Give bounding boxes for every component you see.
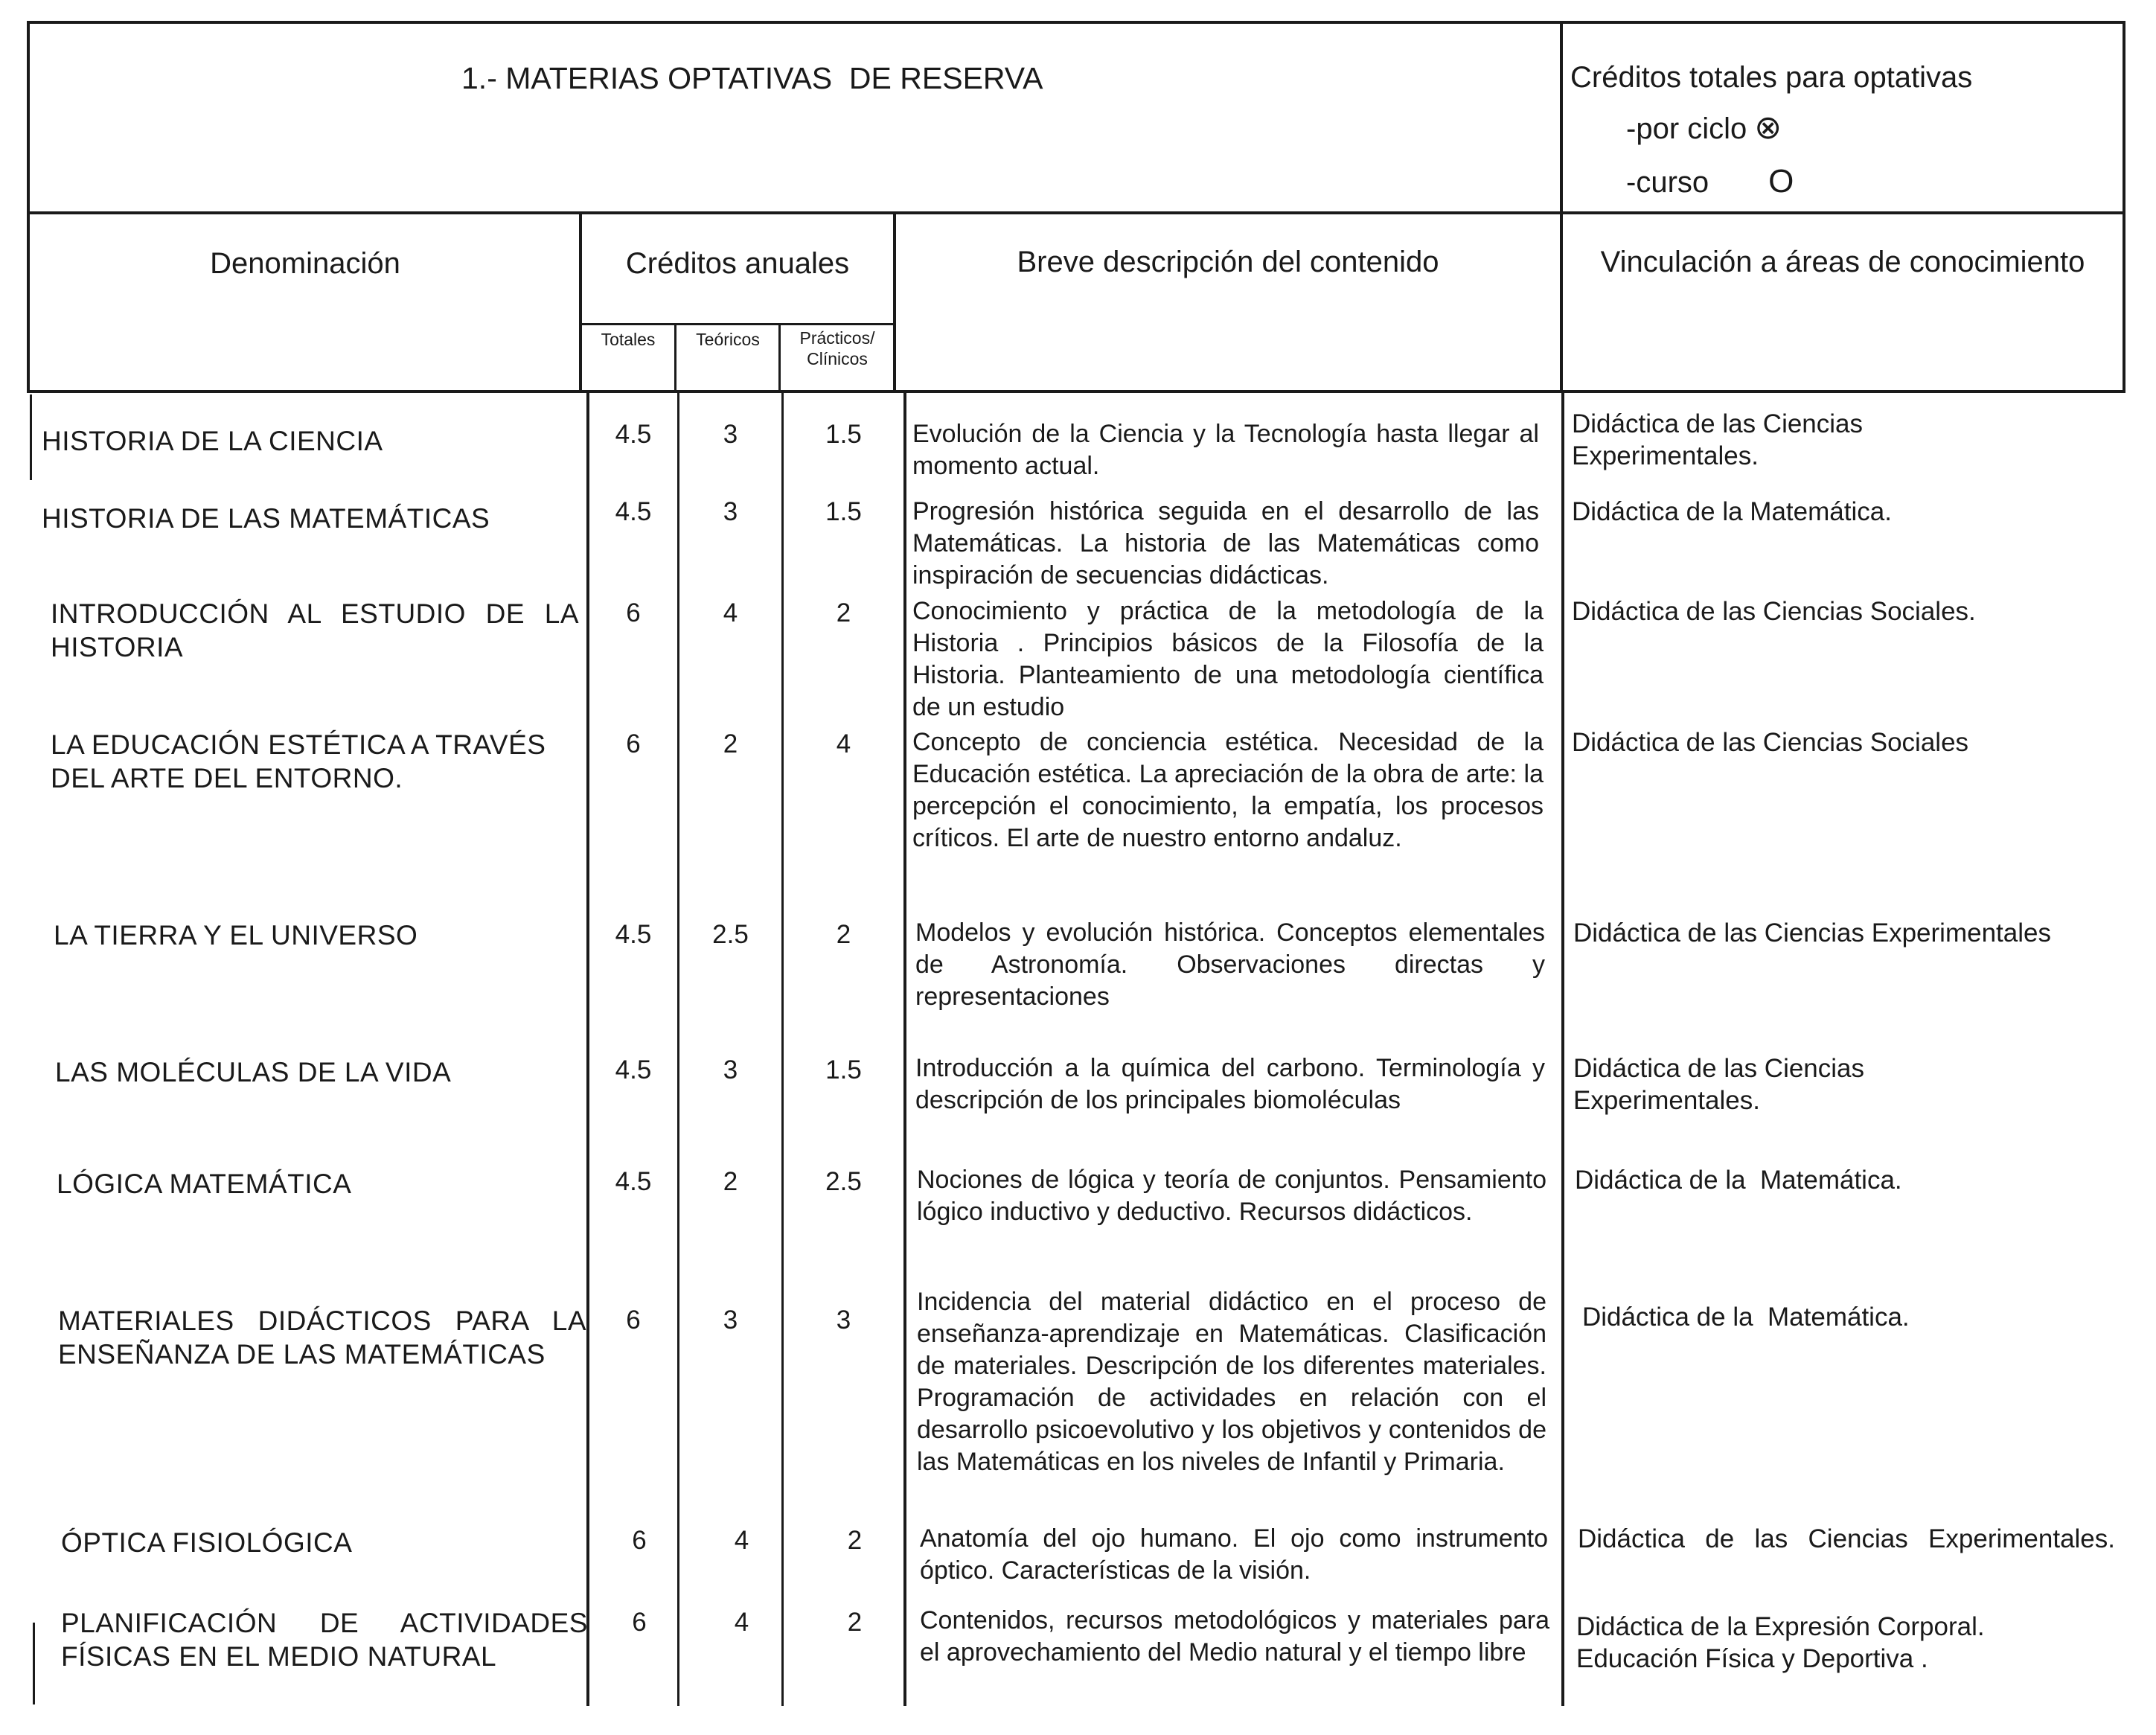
circle-icon: O	[1768, 163, 1794, 199]
row-totales: 4.5	[615, 1055, 652, 1084]
row-area: Didáctica de las Ciencias Sociales	[1572, 728, 1969, 757]
row-practicos: 3	[836, 1306, 851, 1335]
row-teoricos: 2	[723, 729, 738, 758]
curso-line	[1626, 164, 1794, 200]
row-practicos: 1.5	[825, 420, 862, 449]
row-totales: 6	[632, 1608, 647, 1637]
por-ciclo-label: -por ciclo	[1626, 112, 1747, 145]
credits-subheader-divider	[579, 323, 895, 325]
row-name: INTRODUCCIÓN AL ESTUDIO DE LA HISTORIA	[51, 598, 579, 662]
body-col-totales-left	[586, 393, 589, 1706]
col-header-teoricos: Teóricos	[696, 330, 760, 349]
row-totales: 6	[632, 1526, 647, 1555]
row-practicos: 2.5	[825, 1167, 862, 1196]
row-teoricos: 3	[723, 497, 738, 526]
col-header-totales: Totales	[601, 330, 656, 349]
row-teoricos: 3	[723, 1306, 738, 1335]
row-description: Anatomía del ojo humano. El ojo como instrumento óptico. Características de la visión.	[920, 1524, 1548, 1585]
row-totales: 6	[626, 1306, 641, 1335]
body-col-desc-left	[903, 393, 906, 1706]
row-name: LAS MOLÉCULAS DE LA VIDA	[55, 1057, 452, 1087]
row-description: Conocimiento y práctica de la metodología de la Historia . Principios básicos de la Filosofía de la Historia. Planteamiento de una metodología científica de un estudio	[912, 597, 1544, 721]
row-name: ÓPTICA FISIOLÓGICA	[61, 1527, 353, 1558]
table-border-top	[27, 21, 2125, 24]
row-totales: 4.5	[615, 420, 652, 449]
table-border-right	[2123, 21, 2125, 393]
row-name: HISTORIA DE LA CIENCIA	[42, 426, 383, 456]
row-practicos: 2	[847, 1526, 863, 1555]
col-header-descripcion: Breve descripción del contenido	[1017, 246, 1439, 278]
row-area: Didáctica de la Matemática.	[1575, 1166, 1902, 1195]
row-description: Modelos y evolución histórica. Conceptos elementales de Astronomía. Observaciones directas y representaciones	[915, 918, 1545, 1011]
row-totales: 4.5	[615, 1167, 652, 1196]
row-area: Didáctica de las Ciencias Experimentales.	[1578, 1524, 2115, 1553]
row-description: Concepto de conciencia estética. Necesidad de la Educación estética. La apreciación de la obra de arte: la percepción el conocimiento, la empatía, los procesos críticos. El arte de nuestro entorno andaluz.	[912, 728, 1544, 852]
body-col-teoricos-left	[677, 393, 679, 1706]
row-name: LA TIERRA Y EL UNIVERSO	[54, 920, 418, 950]
credits-group-left	[579, 211, 582, 393]
row-area: Didáctica de las Ciencias Sociales.	[1572, 597, 1976, 626]
row-teoricos: 3	[723, 420, 738, 449]
table-title: 1.- MATERIAS OPTATIVAS DE RESERVA	[461, 61, 1043, 95]
body-col-left-border	[30, 394, 32, 480]
row-teoricos: 2.5	[712, 920, 749, 949]
body-col-practicos-left	[781, 393, 784, 1706]
row-practicos: 1.5	[825, 1055, 862, 1084]
row-description: Nociones de lógica y teoría de conjuntos. Pensamiento lógico inductivo y deductivo. Recursos didácticos.	[917, 1166, 1546, 1226]
row-name: LÓGICA MATEMÁTICA	[57, 1169, 352, 1199]
row-teoricos: 4	[734, 1526, 749, 1555]
circle-cross-icon: ⊗	[1754, 109, 1782, 146]
col-header-creditos: Créditos anuales	[625, 247, 850, 280]
row-description: Contenidos, recursos metodológicos y materiales para el aprovechamiento del Medio natural y el tiempo libre	[920, 1606, 1549, 1667]
row-teoricos: 3	[723, 1055, 738, 1084]
row-name: HISTORIA DE LAS MATEMÁTICAS	[42, 503, 490, 534]
row-area: Didáctica de la Matemática.	[1582, 1303, 1910, 1332]
row-practicos: 2	[836, 920, 851, 949]
col-header-denominacion: Denominación	[210, 247, 400, 280]
row-area: Didáctica de las Ciencias Experimentales.	[1573, 1054, 1865, 1115]
body-col-area-left	[1561, 393, 1564, 1706]
row-totales: 4.5	[615, 920, 652, 949]
row-area: Didáctica de las Ciencias Experimentales	[1573, 918, 2051, 948]
row-name: LA EDUCACIÓN ESTÉTICA A TRAVÉS DEL ARTE DEL ENTORNO.	[51, 729, 546, 793]
row-totales: 6	[626, 598, 641, 627]
col-header-practicos: Prácticos/ Clínicos	[799, 328, 875, 368]
credits-column-divider-top	[1560, 21, 1563, 393]
row-description: Progresión histórica seguida en el desarrollo de las Matemáticas. La historia de las Matemáticas como inspiración de secuencias didácticas.	[912, 497, 1539, 589]
row-practicos: 1.5	[825, 497, 862, 526]
credits-title: Créditos totales para optativas	[1570, 61, 1973, 94]
row-practicos: 2	[847, 1608, 863, 1637]
row-description: Incidencia del material didáctico en el proceso de enseñanza-aprendizaje en Matemáticas. Clasificación de materiales. Descripción de los diferentes materiales. Programación de actividades en relación con el desarrollo psicoevolutivo y los objetivos y contenidos de las Matemáticas en los niveles de Infantil y Primaria.	[917, 1288, 1546, 1476]
row-description: Evolución de la Ciencia y la Tecnología hasta llegar al momento actual.	[912, 420, 1539, 480]
row-teoricos: 4	[734, 1608, 749, 1637]
row-description: Introducción a la química del carbono. Terminología y descripción de los principales biomoléculas	[915, 1054, 1545, 1114]
row-name: PLANIFICACIÓN DE ACTIVIDADES FÍSICAS EN EL MEDIO NATURAL	[61, 1608, 588, 1672]
row-practicos: 4	[836, 729, 851, 758]
body-col-left-bottom	[33, 1623, 35, 1704]
header-bottom-divider	[27, 390, 2125, 393]
row-teoricos: 2	[723, 1167, 738, 1196]
row-practicos: 2	[836, 598, 851, 627]
credits-group-right	[893, 211, 896, 393]
row-area: Didáctica de las Ciencias Experimentales.	[1572, 409, 1864, 470]
row-totales: 6	[626, 729, 641, 758]
row-teoricos: 4	[723, 598, 738, 627]
table-border-left	[27, 21, 30, 393]
row-area: Didáctica de la Matemática.	[1572, 497, 1892, 526]
col-header-vinculacion: Vinculación a áreas de conocimiento	[1600, 246, 2085, 278]
por-ciclo-line	[1626, 110, 1782, 147]
header-divider	[27, 211, 2125, 214]
curso-label: -curso	[1626, 166, 1709, 199]
row-name: MATERIALES DIDÁCTICOS PARA LA ENSEÑANZA DE LAS MATEMÁTICAS	[58, 1306, 586, 1370]
row-area: Didáctica de la Expresión Corporal. Educación Física y Deportiva .	[1576, 1612, 1985, 1673]
row-totales: 4.5	[615, 497, 652, 526]
